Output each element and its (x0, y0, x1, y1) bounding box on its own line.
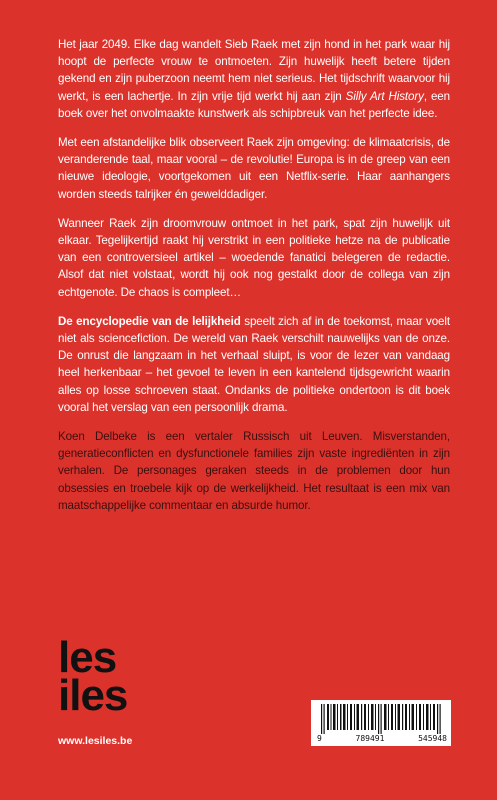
blurb-paragraph-4 (58, 313, 450, 416)
blurb-text: Het jaar 2049. Elke dag wandelt Sieb Raek met zijn hond in het park waar hij hoopt de perfecte vrouw te ontmoeten. Zijn huwelijk heeft betere tijden gekend en zijn puberzoon neemt hem niet serieus. Het tijdschrift waarvoor hij werkt, is een lachertje. In zijn vrije tijd werkt hij aan zijn (58, 38, 450, 103)
publisher-website: www.lesiles.be (58, 735, 133, 747)
barcode-digits (317, 734, 447, 743)
logo-line-2: iles (58, 671, 128, 720)
barcode-digit-first: 9 (317, 734, 322, 743)
isbn-barcode (311, 700, 451, 746)
book-title-italic: Silly Art History (345, 89, 424, 103)
blurb-paragraph-3: Wanneer Raek zijn droomvrouw ontmoet in het park, spat zijn huwelijk uit elkaar. Tegelijkertijd raakt hij verstrikt in een politieke hetze na de publicatie van een controversieel artikel – woedende fanatici belegeren de redactie. Alsof dat niet volstaat, wordt hij ook nog gestalkt door de collega van zijn echtgenote. De chaos is compleet… (58, 216, 450, 299)
blurb (58, 36, 450, 526)
publisher-logo (58, 633, 128, 720)
blurb-paragraph-1 (58, 36, 450, 122)
author-bio: Koen Delbeke is een vertaler Russisch uit Leuven. Misverstanden, generatieconflicten en dysfunctionele families zijn vaste ingrediënten in zijn verhalen. De personages geraken steeds in de problemen door hun obsessies en troebele kijk op de werkelijkheid. Het resultaat is een mix van maatschappelijke commentaar en absurde humor. (58, 430, 450, 512)
blurb-paragraph-2: Met een afstandelijke blik observeert Raek zijn omgeving: de klimaatcrisis, de veranderende taal, maar vooral – de revolutie! Europa is in de greep van een nieuwe ideologie, voortgekomen uit een Netflix-serie. Haar aanhangers worden steeds talrijker én gewelddadiger. (58, 136, 450, 201)
barcode-bars (319, 704, 443, 734)
logo-line-1: les (58, 633, 117, 682)
barcode-digits-right: 545948 (418, 734, 447, 743)
barcode-digits-left: 789491 (355, 734, 385, 743)
book-title-bold: De encyclopedie van de lelijkheid (58, 314, 241, 328)
blurb-text: , een boek over het onvolmaakte kunstwerk als schipbreuk van het perfecte idee. (58, 89, 450, 120)
blurb-text: speelt zich af in de toekomst, maar voelt niet als sciencefiction. De wereld van Raek verschilt nauwelijks van de onze. De onrust die langzaam in het verhaal sluipt, is voor de lezer van vandaag heel herkenbaar – het gevoel te leven in een kantelend tijdsgewricht waarin alles op losse schroeven staat. Ondanks de politieke ondertoon is dit boek vooral het verslag van een persoonlijk drama. (58, 314, 451, 414)
